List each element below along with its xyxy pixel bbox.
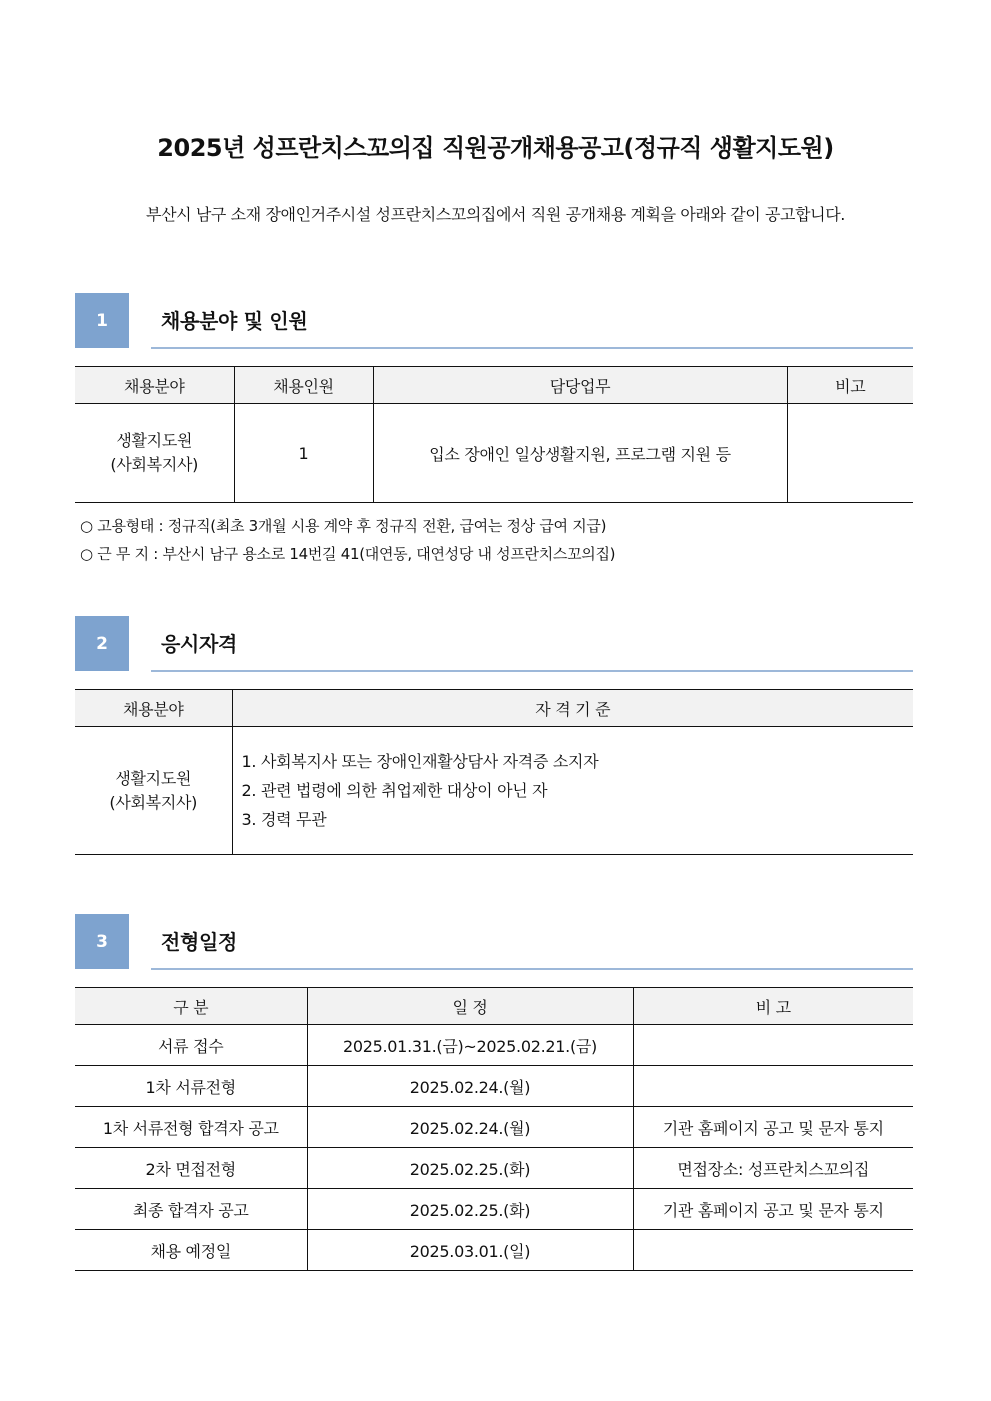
field-name: 생활지도원: [115, 768, 192, 788]
table-header-cell: 자 격 기 준: [232, 690, 913, 727]
field-name: 생활지도원: [116, 431, 193, 450]
field-cell: [75, 727, 232, 855]
table-header-row: [75, 367, 913, 404]
section-title: 채용분야 및 인원: [161, 309, 308, 333]
table-header-cell: 구 분: [75, 988, 307, 1025]
section-number: 3: [75, 914, 129, 969]
stage-cell: 최종 합격자 공고: [75, 1189, 307, 1230]
stage-cell: 채용 예정일: [75, 1230, 307, 1271]
schedule-table: [75, 987, 913, 1271]
criteria-item: 1. 사회복지사 또는 장애인재활상담사 자격증 소지자: [241, 752, 599, 771]
table-header-cell: 담당업무: [373, 367, 787, 404]
table-row: [75, 1066, 913, 1107]
table-header-cell: 채용분야: [75, 367, 234, 404]
duty-cell: 입소 장애인 일상생활지원, 프로그램 지원 등: [373, 404, 787, 503]
date-cell: 2025.02.25.(화): [307, 1189, 633, 1230]
note-cell: 면접장소: 성프란치스꼬의집: [633, 1148, 913, 1189]
note-work-location: ○ 근 무 지 : 부산시 남구 용소로 14번길 41(대연동, 대연성당 내 성프란치스꼬의집): [80, 545, 616, 563]
note-cell: [633, 1025, 913, 1066]
recruit-table: [75, 366, 913, 503]
table-row: [75, 1148, 913, 1189]
table-header-cell: 비 고: [633, 988, 913, 1025]
date-cell: 2025.02.25.(화): [307, 1148, 633, 1189]
stage-cell: 2차 면접전형: [75, 1148, 307, 1189]
note-cell: 기관 홈페이지 공고 및 문자 통지: [633, 1189, 913, 1230]
section-number: 2: [75, 616, 129, 671]
table-header-row: [75, 690, 913, 727]
section-header-1: [75, 293, 913, 349]
field-cell: [75, 404, 234, 503]
page-title: 2025년 성프란치스꼬의집 직원공개채용공고(정규직 생활지도원): [157, 134, 834, 162]
intro-text: 부산시 남구 소재 장애인거주시설 성프란치스꼬의집에서 직원 공개채용 계획을 아래와 같이 공고합니다.: [146, 205, 845, 224]
stage-cell: 1차 서류전형 합격자 공고: [75, 1107, 307, 1148]
criteria-item: 2. 관련 법령에 의한 취업제한 대상이 아닌 자: [241, 781, 548, 800]
note-cell: [633, 1230, 913, 1271]
section-number: 1: [75, 293, 129, 348]
section-underline: [151, 968, 913, 970]
stage-cell: 1차 서류전형: [75, 1066, 307, 1107]
note-employment-type: ○ 고용형태 : 정규직(최초 3개월 시용 계약 후 정규직 전환, 급여는 정상 급여 지급): [80, 517, 607, 535]
note-cell: 기관 홈페이지 공고 및 문자 통지: [633, 1107, 913, 1148]
date-cell: 2025.02.24.(월): [307, 1107, 633, 1148]
date-cell: 2025.02.24.(월): [307, 1066, 633, 1107]
count-cell: 1: [234, 404, 373, 503]
date-cell: 2025.03.01.(일): [307, 1230, 633, 1271]
table-header-cell: 일 정: [307, 988, 633, 1025]
table-header-cell: 비고: [787, 367, 913, 404]
table-row: [75, 1107, 913, 1148]
qualification-table: [75, 689, 913, 855]
stage-cell: 서류 접수: [75, 1025, 307, 1066]
table-header-cell: 채용분야: [75, 690, 232, 727]
field-qualifier: (사회복지사): [110, 455, 199, 474]
section-underline: [151, 347, 913, 349]
table-row: [75, 1189, 913, 1230]
section-header-3: [75, 914, 913, 970]
field-qualifier: (사회복지사): [109, 792, 198, 812]
table-row: [75, 404, 913, 503]
section-title: 전형일정: [161, 930, 238, 954]
table-row: [75, 1230, 913, 1271]
table-row: [75, 727, 913, 855]
criteria-cell: [232, 727, 913, 855]
table-row: [75, 1025, 913, 1066]
section-underline: [151, 670, 913, 672]
criteria-item: 3. 경력 무관: [241, 810, 327, 829]
section-title: 응시자격: [161, 632, 238, 656]
employment-notes: [80, 512, 615, 568]
section-header-2: [75, 616, 913, 672]
date-cell: 2025.01.31.(금)~2025.02.21.(금): [307, 1025, 633, 1066]
table-header-row: [75, 988, 913, 1025]
note-cell: [787, 404, 913, 503]
note-cell: [633, 1066, 913, 1107]
table-header-cell: 채용인원: [234, 367, 373, 404]
